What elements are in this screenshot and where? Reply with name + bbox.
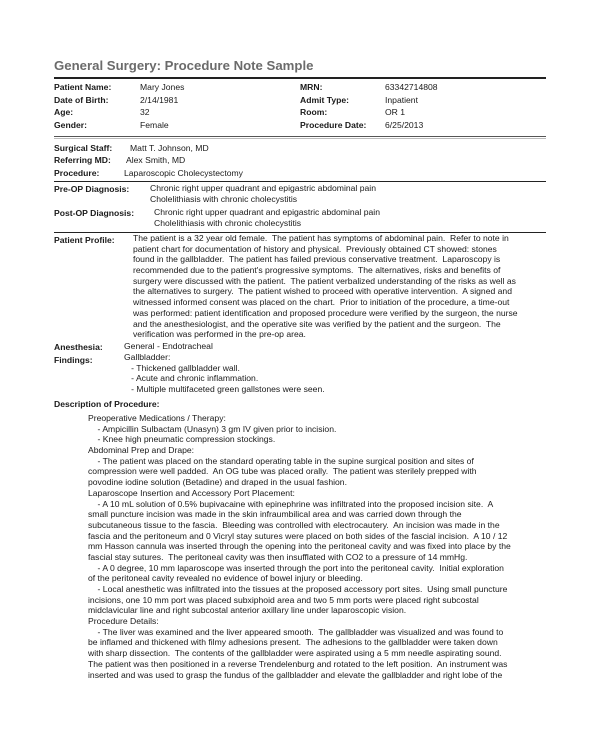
- mrn-label: MRN:: [300, 82, 323, 92]
- text-line: surgery were discussed with the patient. The patient verbalized understanding of the risks as well as: [133, 275, 516, 286]
- pre-op-diagnosis: [150, 183, 376, 204]
- text-line: The patient is a 32 year old female. The patient has symptoms of abdominal pain. Refer to note in: [133, 233, 509, 243]
- divider: [54, 136, 546, 139]
- findings-label: Findings:: [54, 355, 93, 365]
- findings: [124, 352, 325, 395]
- referring-md-label: Referring MD:: [54, 155, 111, 165]
- text-line: and the anesthesiologist, and the operative site was verified by the patient and the surgeon. The: [133, 318, 501, 329]
- text-line: fascial stay sutures. The peritoneal cavity was then insufflated with CO2 to a pressure of 14 mmHg.: [88, 551, 468, 562]
- post-op-label: Post-OP Diagnosis:: [54, 208, 135, 218]
- text-line: - Thickened gallbladder wall.: [124, 362, 240, 373]
- text-line: - Local anesthetic was infiltrated into the tissues at the proposed accessory port sites. Using small puncture: [88, 584, 508, 594]
- text-line: verification was performed in the pre-op area.: [133, 329, 306, 340]
- referring-md: Alex Smith, MD: [126, 155, 186, 165]
- age-label: Age:: [54, 107, 74, 117]
- patient-profile-text: [133, 233, 518, 340]
- text-line: Chronic right upper quadrant and epigastric abdominal pain: [150, 183, 376, 193]
- patient-name: Mary Jones: [140, 82, 185, 92]
- text-line: found in the gallbladder. The patient has failed previous conservative treatment. Laparoscopy is: [133, 254, 501, 265]
- text-line: the alternatives to surgery. The patient wished to proceed with operative intervention. A signed and: [133, 286, 512, 297]
- text-line: Laparoscope Insertion and Accessory Port Placement:: [88, 487, 295, 498]
- text-line: Preoperative Medications / Therapy:: [88, 413, 226, 423]
- procedure-date: 6/25/2013: [385, 120, 424, 130]
- procedure-description: [88, 413, 511, 680]
- text-line: The patient was then positioned in a reverse Trendelenburg and rotated to the left position. An instrument was: [88, 658, 508, 669]
- text-line: - A 10 mL solution of 0.5% bupivacaine with epinephrine was infiltrated into the proposed incision site. A: [88, 498, 494, 509]
- procedure-date-label: Procedure Date:: [300, 120, 367, 130]
- text-line: subcutaneous tissue to the fascia. Bleeding was controlled with electrocautery. An incision was made in the: [88, 519, 500, 530]
- text-line: inserted and was used to grasp the fundus of the gallbladder and elevate the gallbladder and right lobe of the: [88, 669, 503, 680]
- text-line: Abdominal Prep and Drape:: [88, 445, 195, 456]
- text-line: - A 0 degree, 10 mm laparoscope was inserted through the port into the peritoneal cavity. Initial exploration: [88, 562, 504, 573]
- text-line: incisions, one 10 mm port was placed subxiphoid area and two 5 mm ports were placed right subcostal: [88, 594, 479, 605]
- text-line: Cholelithiasis with chronic cholecystitis: [154, 217, 302, 228]
- admit-type: Inpatient: [385, 95, 418, 105]
- anesthesia-label: Anesthesia:: [54, 342, 103, 352]
- pre-op-label: Pre-OP Diagnosis:: [54, 184, 130, 194]
- dob-label: Date of Birth:: [54, 95, 109, 105]
- text-line: - Ampicillin Sulbactam (Unasyn) 3 gm IV given prior to incision.: [88, 423, 337, 434]
- text-line: mm Hasson cannula was inserted through the opening into the peritoneal cavity and was fixed into place by the: [88, 541, 511, 552]
- text-line: of the peritoneal cavity revealed no evidence of bowel injury or bleeding.: [88, 573, 363, 584]
- procedure: Laparoscopic Cholecystectomy: [124, 168, 243, 178]
- text-line: - Multiple multifaceted green gallstones were seen.: [124, 384, 325, 395]
- patient-profile-label: Patient Profile:: [54, 235, 115, 245]
- age: 32: [140, 107, 150, 117]
- room-label: Room:: [300, 107, 328, 117]
- text-line: Procedure Details:: [88, 616, 159, 627]
- procedure-label: Procedure:: [54, 168, 100, 178]
- text-line: recommended due to the patient's progressive symptoms. The alternatives, risks and benefits of: [133, 265, 501, 276]
- gender: Female: [140, 120, 169, 130]
- text-line: compression were well padded. An OG tube was placed orally. The patient was sterilely prepped with: [88, 466, 477, 477]
- text-line: was performed: patient identification and proposed procedure were verified by the surgeon, the nurse: [133, 307, 518, 318]
- anesthesia: General - Endotracheal: [124, 341, 213, 351]
- text-line: patient chart for documentation of history and physical. Previously obtained CT showed: stones: [133, 243, 497, 254]
- text-line: Cholelithiasis with chronic cholecystitis: [150, 193, 298, 204]
- admit-type-label: Admit Type:: [300, 95, 350, 105]
- patient-name-label: Patient Name:: [54, 82, 112, 92]
- text-line: small puncture incision was made in the skin infraumbilical area and was carried down through the: [88, 509, 462, 520]
- room: OR 1: [385, 107, 406, 117]
- dob: 2/14/1981: [140, 95, 179, 105]
- text-line: witnessed informed consent was placed on the chart. Prior to initiation of the procedure, a time-out: [133, 297, 510, 308]
- text-line: - Acute and chronic inflammation.: [124, 373, 259, 384]
- divider: [54, 181, 546, 182]
- gender-label: Gender:: [54, 120, 87, 130]
- divider: [54, 77, 546, 79]
- description-label: Description of Procedure:: [54, 399, 160, 409]
- text-line: with sharp dissection. The contents of the gallbladder were aspirated using a 5 mm needle aspirating sound.: [88, 648, 502, 659]
- text-line: Chronic right upper quadrant and epigastric abdominal pain: [154, 207, 380, 217]
- text-line: midclavicular line and right subcostal anterior axillary line under laparoscopic vision.: [88, 605, 407, 616]
- surgical-staff: Matt T. Johnson, MD: [130, 143, 209, 153]
- document-title: General Surgery: Procedure Note Sample: [54, 58, 314, 73]
- mrn: 63342714808: [385, 82, 438, 92]
- surgical-staff-label: Surgical Staff:: [54, 143, 113, 153]
- text-line: - The patient was placed on the standard operating table in the supine surgical position and sites of: [88, 455, 474, 466]
- text-line: - The liver was examined and the liver appeared smooth. The gallbladder was visualized and was found to: [88, 626, 504, 637]
- post-op-diagnosis: [154, 207, 380, 228]
- text-line: be inflamed and thickened with filmy adhesions present. The adhesions to the gallbladder were taken down: [88, 637, 498, 648]
- text-line: povodine iodine solution (Betadine) and draped in the usual fashion.: [88, 477, 347, 488]
- text-line: Gallbladder:: [124, 352, 171, 362]
- text-line: - Knee high pneumatic compression stockings.: [88, 434, 276, 445]
- text-line: fascia and the peritoneum and 0 Vicryl stay sutures were placed on both sides of the fascial incision. A 10 / 12: [88, 530, 508, 541]
